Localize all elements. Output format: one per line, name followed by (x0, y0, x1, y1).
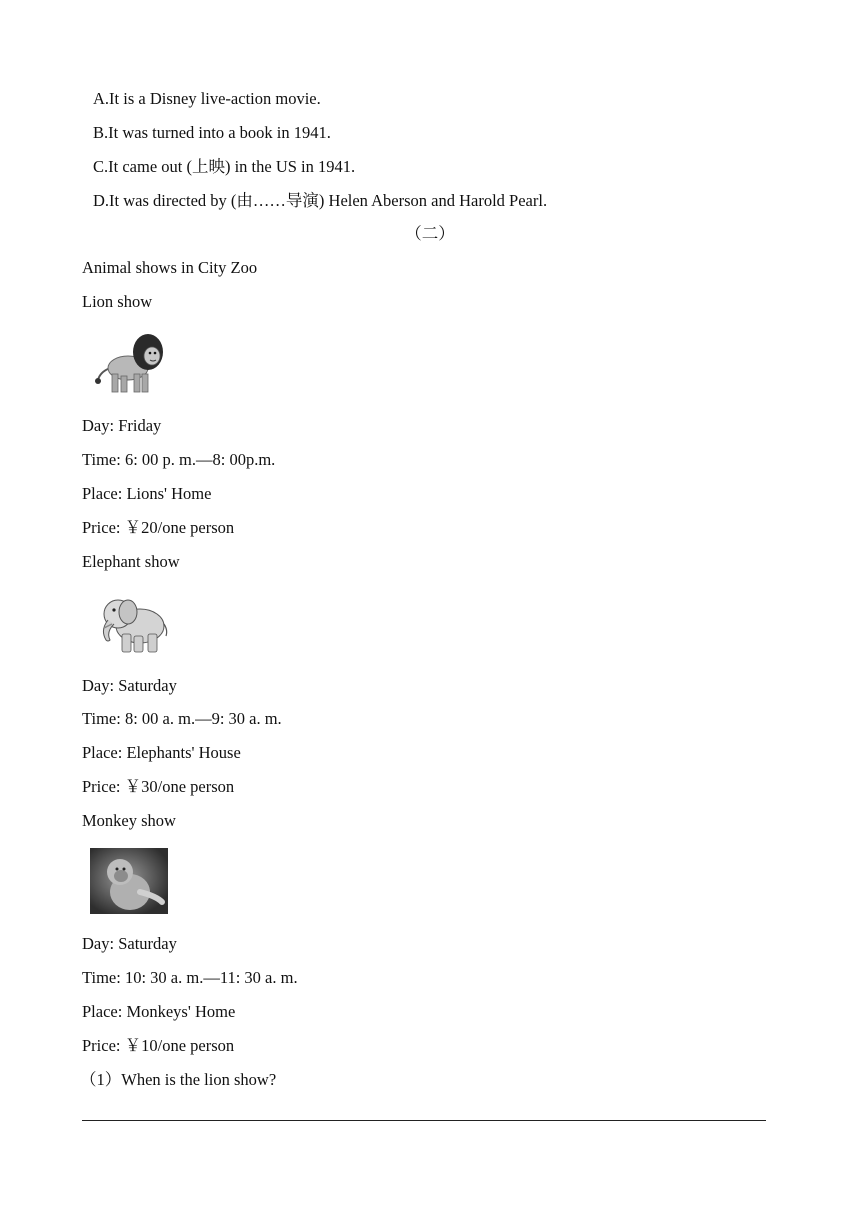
lion-show-place: Place: Lions' Home (82, 484, 212, 503)
elephant-show-heading: Elephant show (82, 552, 180, 571)
lion-show-day: Day: Friday (82, 416, 162, 435)
monkey-show-place: Place: Monkeys' Home (82, 1002, 236, 1021)
elephant-show-day: Day: Saturday (82, 676, 177, 695)
lion-show-time: Time: 6: 00 p. m.—8: 00p.m. (82, 450, 276, 469)
option-a: A.It is a Disney live-action movie. (93, 89, 321, 108)
option-b: B.It was turned into a book in 1941. (93, 123, 331, 142)
answer-line[interactable] (82, 1120, 766, 1121)
elephant-show-place: Place: Elephants' House (82, 743, 241, 762)
section-number: （二） (405, 224, 455, 243)
lion-image (90, 328, 168, 396)
monkey-show-price: Price: ￥10/one person (82, 1036, 235, 1055)
monkey-image (90, 848, 168, 914)
elephant-image (90, 590, 168, 658)
passage-title: Animal shows in City Zoo (82, 258, 258, 277)
monkey-show-day: Day: Saturday (82, 934, 177, 953)
elephant-show-time: Time: 8: 00 a. m.—9: 30 a. m. (82, 709, 282, 728)
monkey-show-time: Time: 10: 30 a. m.—11: 30 a. m. (82, 968, 298, 987)
lion-show-heading: Lion show (82, 292, 153, 311)
lion-show-price: Price: ￥20/one person (82, 518, 235, 537)
monkey-show-heading: Monkey show (82, 811, 176, 830)
elephant-show-price: Price: ￥30/one person (82, 777, 235, 796)
question-1: （1）When is the lion show? (80, 1070, 277, 1089)
option-c: C.It came out (上映) in the US in 1941. (93, 157, 356, 176)
option-d: D.It was directed by (由……导演) Helen Aberson and Harold Pearl. (93, 191, 548, 210)
